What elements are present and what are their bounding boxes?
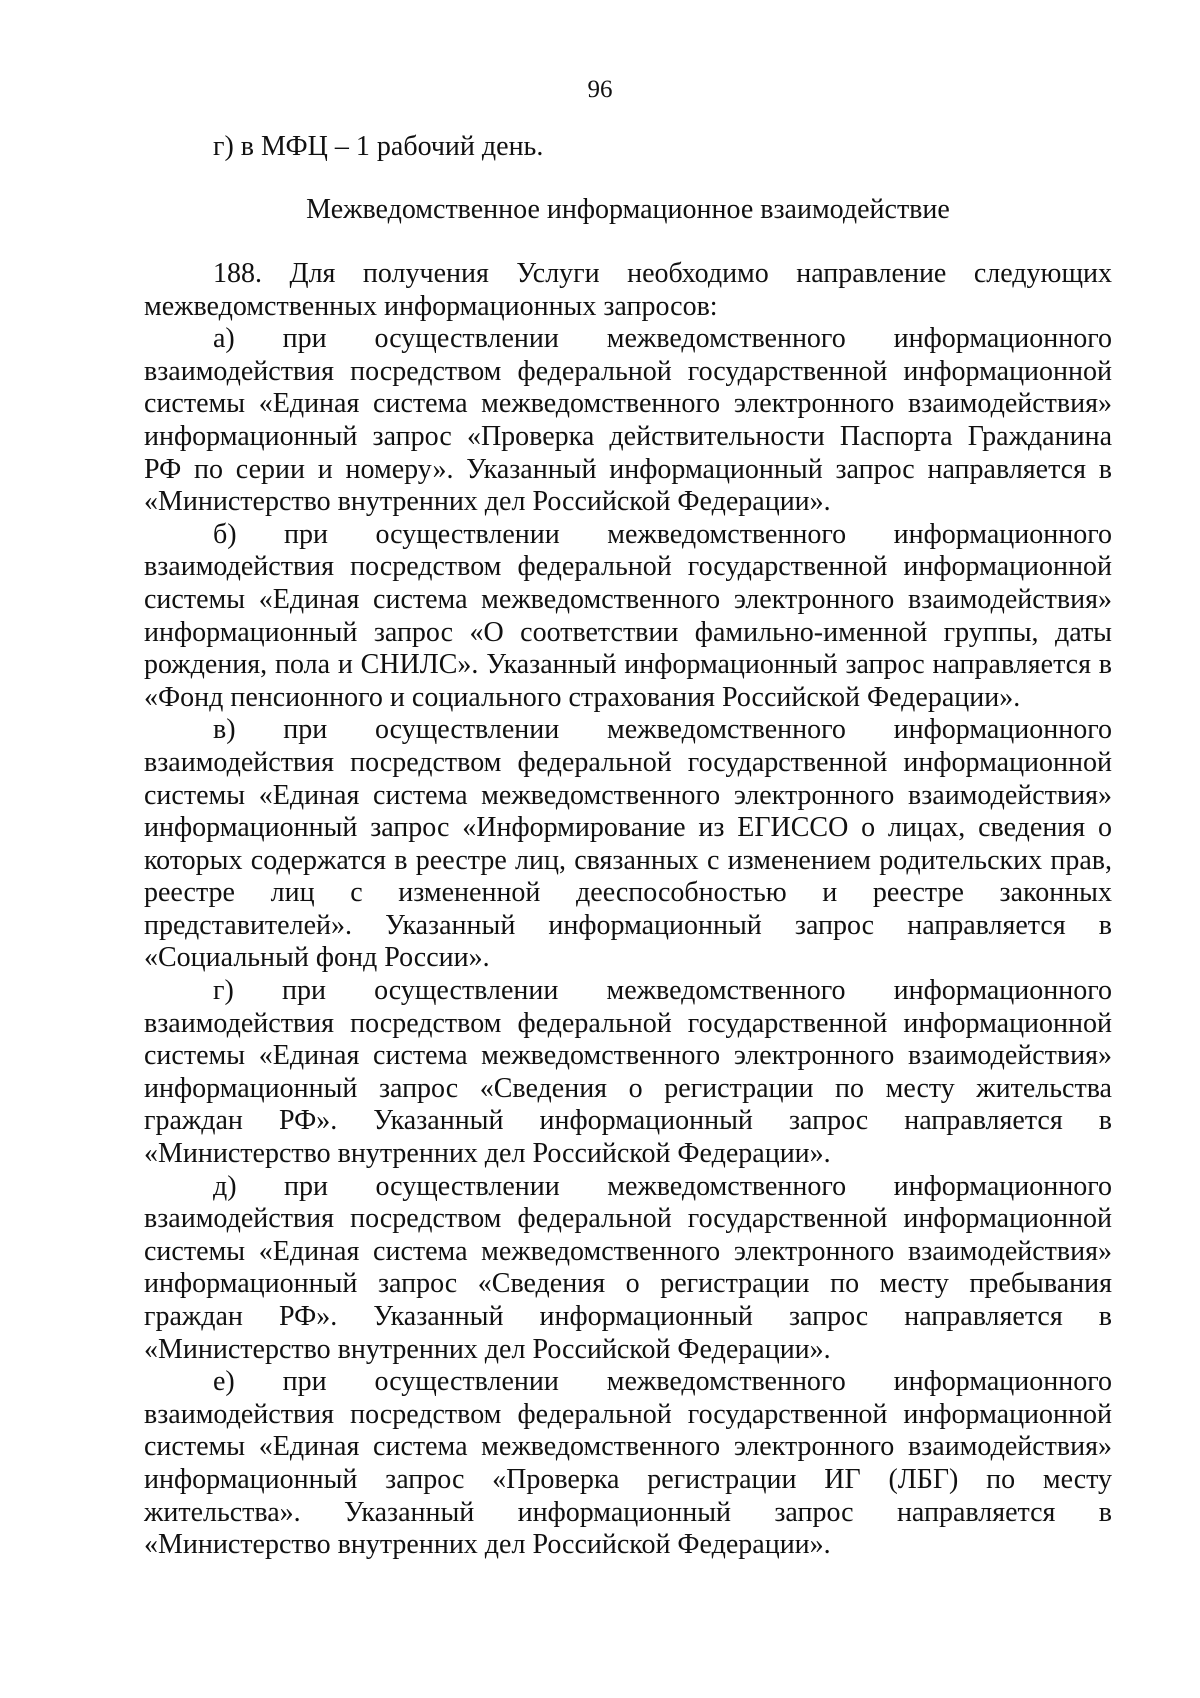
- section-title: Межведомственное информационное взаимодействие: [306, 194, 950, 225]
- paragraph-item-a: а) при осуществлении межведомственного информационного взаимодействия посредством федеральной государственной информационной системы «Единая система межведомственного электронного взаимодействия» информационный запрос «Проверка действительности Паспорта Гражданина РФ по серии и номеру». Указанный информационный запрос направляется в «Министерство внутренних дел Российской Федерации».: [144, 323, 1112, 518]
- paragraph-item-g: г) при осуществлении межведомственного информационного взаимодействия посредством федеральной государственной информационной системы «Единая система межведомственного электронного взаимодействия» информационный запрос «Сведения о регистрации по месту жительства граждан РФ». Указанный информационный запрос направляется в «Министерство внутренних дел Российской Федерации».: [144, 975, 1112, 1170]
- paragraph-item-e: е) при осуществлении межведомственного информационного взаимодействия посредством федеральной государственной информационной системы «Единая система межведомственного электронного взаимодействия» информационный запрос «Проверка регистрации ИГ (ЛБГ) по месту жительства». Указанный информационный запрос направляется в «Министерство внутренних дел Российской Федерации».: [144, 1366, 1112, 1561]
- paragraph-item-d: д) при осуществлении межведомственного информационного взаимодействия посредством федеральной государственной информационной системы «Единая система межведомственного электронного взаимодействия» информационный запрос «Сведения о регистрации по месту пребывания граждан РФ». Указанный информационный запрос направляется в «Министерство внутренних дел Российской Федерации».: [144, 1170, 1112, 1365]
- paragraph-item-v: в) при осуществлении межведомственного информационного взаимодействия посредством федеральной государственной информационной системы «Единая система межведомственного электронного взаимодействия» информационный запрос «Информирование из ЕГИССО о лицах, сведения о которых содержатся в реестре лиц, связанных с изменением родительских прав, реестре лиц с измененной дееспособностью и реестре законных представителей». Указанный информационный запрос направляется в «Социальный фонд России».: [144, 714, 1112, 974]
- page-number: 96: [587, 76, 613, 103]
- document-body: [144, 258, 1112, 1562]
- continuation-item: г) в МФЦ – 1 рабочий день.: [213, 131, 544, 162]
- paragraph-188: 188. Для получения Услуги необходимо направление следующих межведомственных информационных запросов:: [144, 258, 1112, 322]
- paragraph-item-b: б) при осуществлении межведомственного информационного взаимодействия посредством федеральной государственной информационной системы «Единая система межведомственного электронного взаимодействия» информационный запрос «О соответствии фамильно-именной группы, даты рождения, пола и СНИЛС». Указанный информационный запрос направляется в «Фонд пенсионного и социального страхования Российской Федерации».: [144, 518, 1112, 713]
